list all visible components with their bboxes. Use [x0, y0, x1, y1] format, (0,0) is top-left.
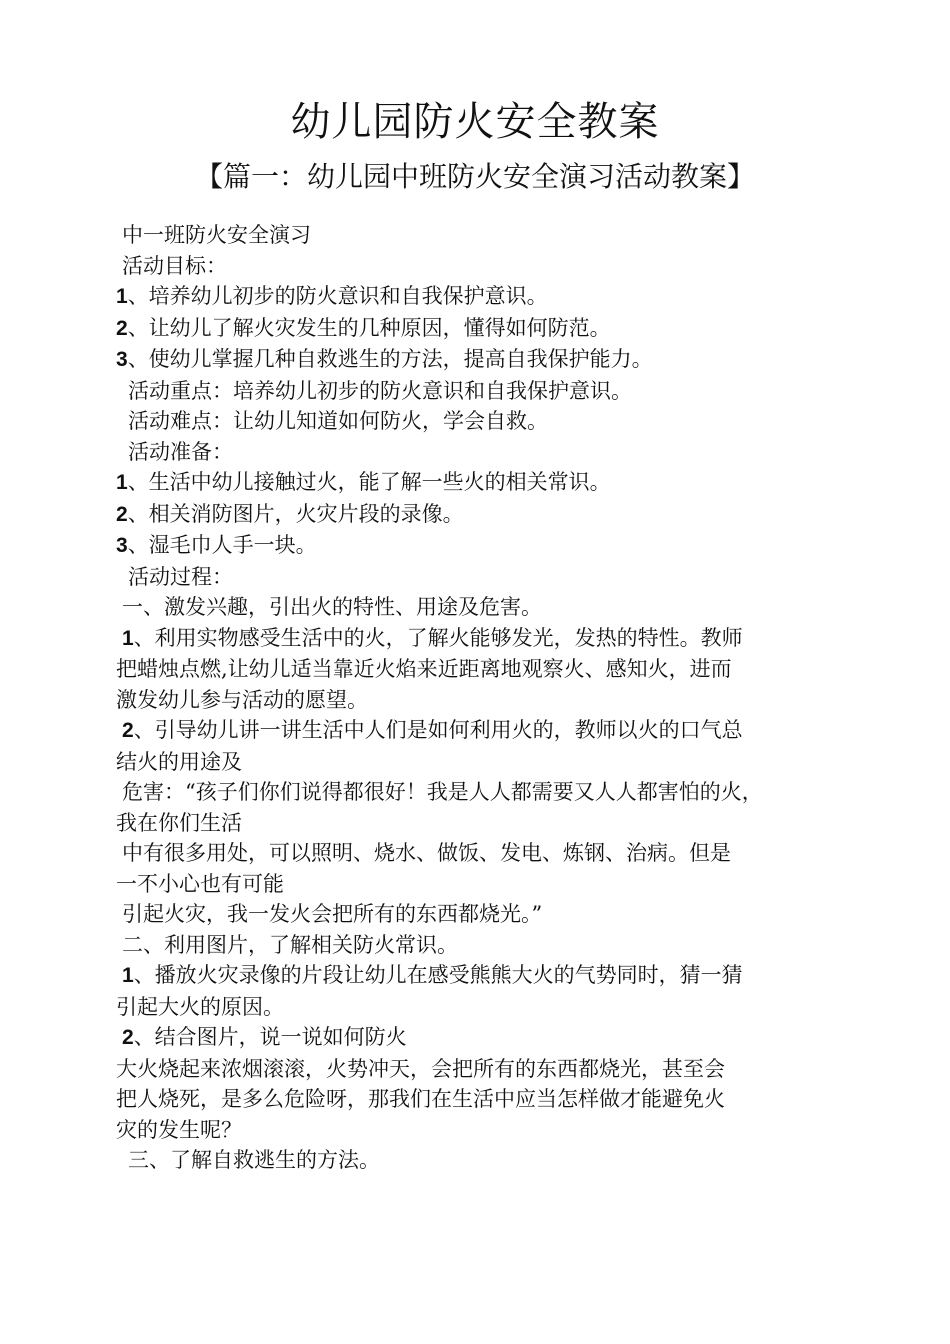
text-line [116, 869, 846, 900]
text-line [116, 685, 846, 716]
list-number: 2 [116, 502, 128, 526]
line-text: 活动难点：让幼儿知道如何防火，学会自救。 [128, 409, 548, 433]
text-line [116, 715, 846, 747]
line-text: 我在你们生活 [116, 810, 242, 835]
text-line [116, 808, 846, 839]
text-line [116, 1022, 846, 1054]
line-text: 、结合图片，说一说如何防火 [133, 1025, 407, 1049]
line-text: 一、激发兴趣，引出火的特性、用途及危害。 [122, 595, 542, 619]
text-line [116, 1115, 846, 1146]
line-text: 活动准备： [128, 439, 233, 464]
line-text: 、利用实物感受生活中的火，了解火能够发光，发热的特性。教师 [133, 625, 743, 650]
text-line [116, 960, 846, 992]
text-line [116, 777, 846, 808]
line-text: 活动重点：培养幼儿初步的防火意识和自我保护意识。 [128, 378, 632, 403]
document-subtitle: 【篇一：幼儿园中班防火安全演习活动教案】 [194, 160, 755, 193]
list-number: 2 [122, 1026, 134, 1049]
list-number: 3 [116, 534, 128, 557]
text-line [116, 220, 846, 251]
line-text: 、使幼儿掌握几种自救逃生的方法，提高自我保护能力。 [127, 347, 653, 371]
text-line [116, 1145, 846, 1176]
line-text: 、湿毛巾人手一块。 [127, 533, 317, 557]
list-number: 1 [116, 471, 128, 494]
list-number: 3 [116, 348, 128, 371]
text-line [116, 930, 846, 961]
text-line [116, 1084, 846, 1115]
text-line [116, 406, 846, 437]
text-line [116, 344, 846, 376]
line-text: 大火烧起来浓烟滚滚，火势冲天，会把所有的东西都烧光，甚至会 [116, 1056, 725, 1081]
line-text: 、培养幼儿初步的防火意识和自我保护意识。 [127, 284, 548, 308]
text-line [116, 499, 846, 531]
line-text: 中一班防火安全演习 [122, 223, 311, 247]
text-line [116, 623, 846, 655]
text-line [116, 654, 846, 685]
text-line [116, 592, 846, 623]
line-text: 、引导幼儿讲一讲生活中人们是如何利用火的，教师以火的口气总 [133, 718, 743, 742]
text-line [116, 562, 846, 593]
line-text: 中有很多用处，可以照明、烧水、做饭、发电、炼钢、治病。但是 [122, 841, 731, 865]
text-line [116, 899, 846, 930]
line-text: 激发幼儿参与活动的愿望。 [116, 687, 368, 712]
line-text: 活动目标： [122, 253, 227, 278]
text-line [116, 313, 846, 345]
list-number: 2 [116, 316, 128, 340]
line-text: 结火的用途及 [116, 749, 242, 774]
line-text: 引起大火的原因。 [116, 994, 284, 1019]
text-line [116, 747, 846, 778]
line-text: 危害：“孩子们你们说得都很好！我是人人都需要又人人都害怕的火， [122, 780, 763, 804]
line-text: 把蜡烛点燃,让幼儿适当靠近火焰来近距离地观察火、感知火，进而 [116, 657, 732, 681]
list-number: 1 [116, 285, 128, 308]
line-text: 把人烧死，是多么危险呀，那我们在生活中应当怎样做才能避免火 [116, 1087, 725, 1111]
text-line [116, 376, 846, 407]
text-line [116, 992, 846, 1023]
line-text: 、让幼儿了解火灾发生的几种原因，懂得如何防范。 [127, 315, 611, 340]
text-line [116, 467, 846, 499]
text-line [116, 838, 846, 869]
line-text: 灾的发生呢？ [116, 1117, 242, 1142]
text-line [116, 1054, 846, 1085]
document-title: 幼儿园防火安全教案 [290, 99, 660, 145]
line-text: 引起火灾，我一发火会把所有的东西都烧光。” [122, 902, 543, 926]
line-text: 、播放火灾录像的片段让幼儿在感受熊熊大火的气势同时，猜一猜 [133, 963, 743, 987]
line-text: 、生活中幼儿接触过火，能了解一些火的相关常识。 [127, 470, 611, 494]
text-line [116, 437, 846, 468]
line-text: 活动过程： [128, 564, 233, 589]
line-text: 一不小心也有可能 [116, 871, 284, 896]
text-line [116, 281, 846, 313]
text-line [116, 530, 846, 562]
list-number: 1 [122, 626, 134, 650]
line-text: 二、利用图片，了解相关防火常识。 [122, 932, 458, 957]
document-body [116, 220, 846, 1176]
list-number: 1 [122, 964, 134, 987]
line-text: 、相关消防图片，火灾片段的录像。 [127, 501, 464, 526]
text-line [116, 251, 846, 282]
list-number: 2 [122, 719, 134, 742]
line-text: 三、了解自救逃生的方法。 [128, 1148, 380, 1172]
